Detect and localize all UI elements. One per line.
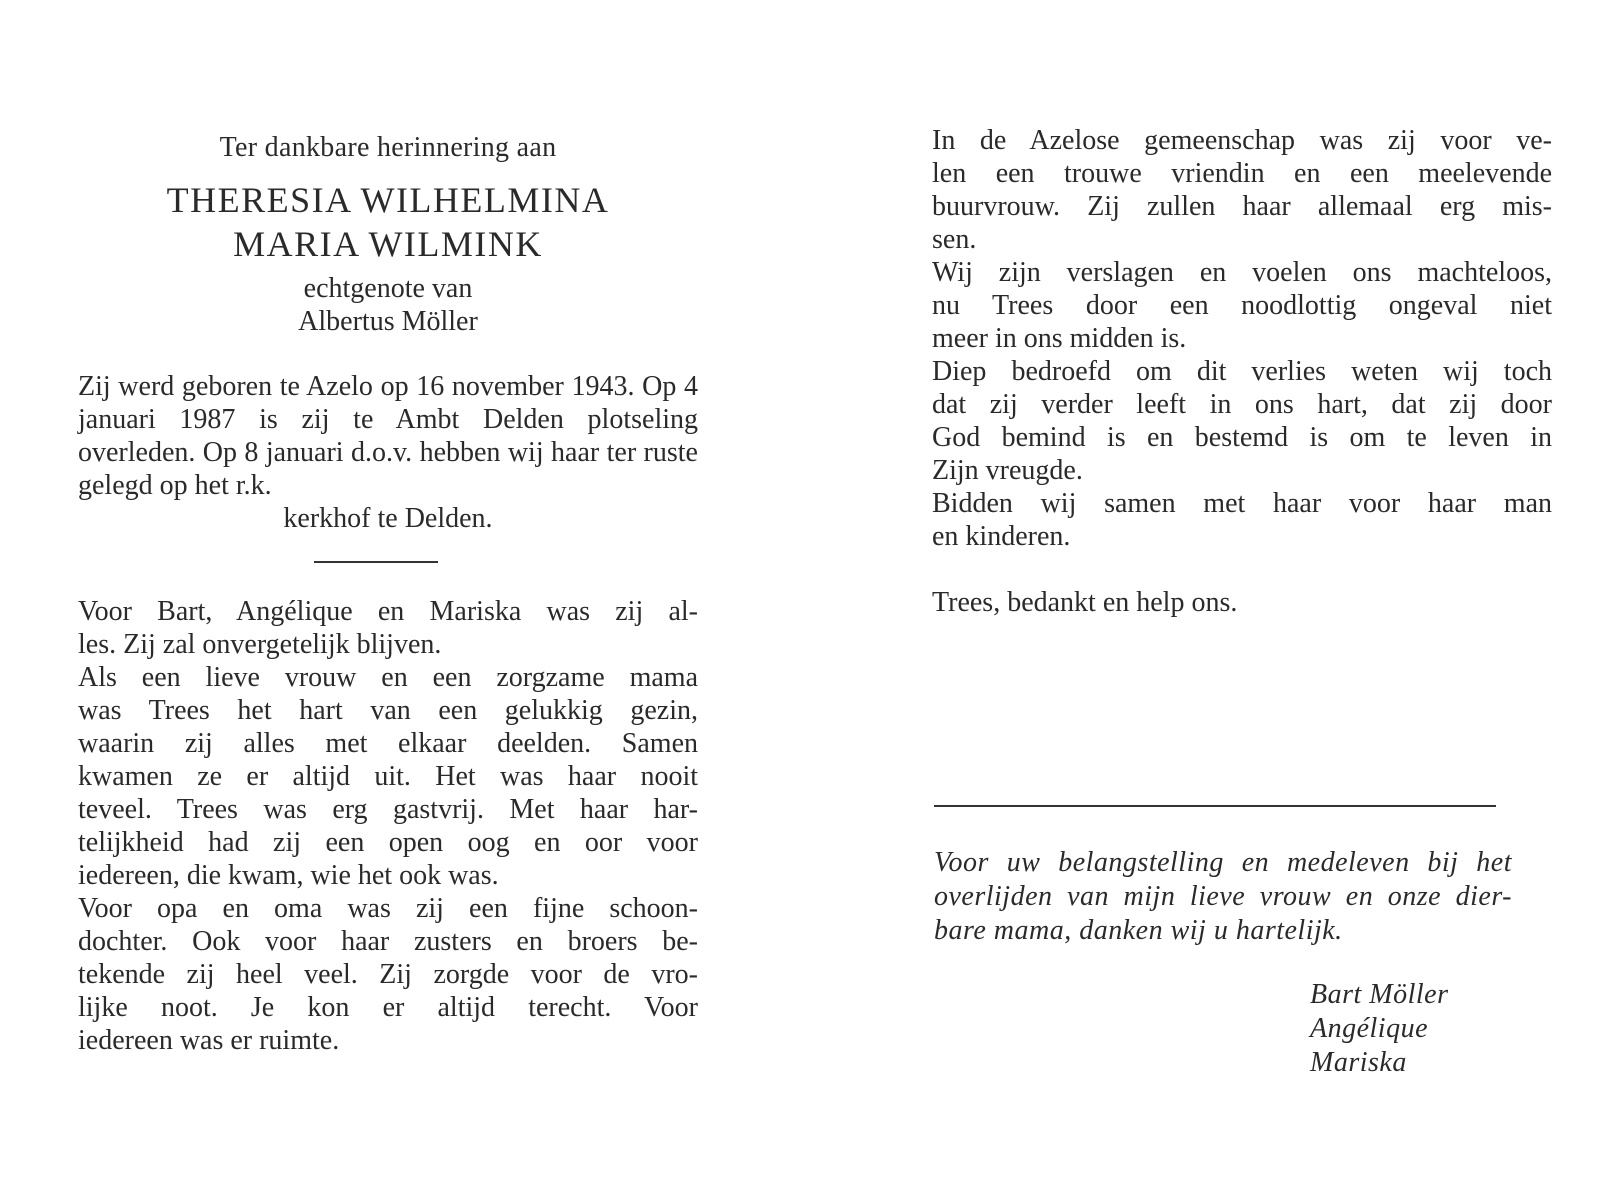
tribute-line: iedereen was er ruimte. xyxy=(78,1025,340,1056)
deceased-name xyxy=(78,178,698,266)
thanks-note xyxy=(934,846,1512,948)
right-line: dat zij verder leeft in ons hart, dat zij door xyxy=(932,389,1552,420)
tribute-line: dochter. Ook voor haar zusters en broers be- xyxy=(78,926,698,957)
tribute-line: was Trees het hart van een gelukkig gezin, xyxy=(78,695,698,726)
spouse-line-2: Albertus Möller xyxy=(298,306,478,337)
tribute-line: lijke noot. Je kon er altijd terecht. Voor xyxy=(78,992,698,1023)
thanks-line: Voor uw belangstelling en medeleven bij het xyxy=(934,847,1512,878)
tribute-line: Als een lieve vrouw en een zorgzame mama xyxy=(78,662,698,693)
name-line-1: THERESIA WILHELMINA xyxy=(166,180,610,220)
spouse-info xyxy=(78,272,698,338)
tribute-line: les. Zij zal onvergetelijk blijven. xyxy=(78,629,442,660)
biography-last-line: kerkhof te Delden. xyxy=(283,503,493,534)
tribute-line: teveel. Trees was erg gastvrij. Met haar har- xyxy=(78,794,698,825)
spouse-line-1: echtgenote van xyxy=(303,273,473,304)
right-line: In de Azelose gemeenschap was zij voor ve- xyxy=(932,125,1552,156)
right-line: Zijn vreugde. xyxy=(932,455,1083,486)
signer-name: Mariska xyxy=(1310,1047,1407,1078)
biography xyxy=(78,370,698,535)
right-line: Wij zijn verslagen en voelen ons machteloos, xyxy=(932,257,1552,288)
community-paragraph xyxy=(932,124,1552,619)
right-line: buurvrouw. Zij zullen haar allemaal erg mis- xyxy=(932,191,1552,222)
right-line: sen. xyxy=(932,224,977,255)
right-line: Bidden wij samen met haar voor haar man xyxy=(932,488,1552,519)
tribute-line: Voor opa en oma was zij een fijne schoon- xyxy=(78,893,698,924)
thanks-line: bare mama, danken wij u hartelijk. xyxy=(934,915,1343,946)
tribute-line: iedereen, die kwam, wie het ook was. xyxy=(78,860,499,891)
tribute-paragraph xyxy=(78,595,698,1057)
left-panel xyxy=(78,0,698,1057)
tribute-line: telijkheid had zij een open oog en oor voor xyxy=(78,827,698,858)
right-line: Diep bedroefd om dit verlies weten wij toch xyxy=(932,356,1552,387)
right-line: en kinderen. xyxy=(932,521,1071,552)
tribute-line: Voor Bart, Angélique en Mariska was zij al- xyxy=(78,596,698,627)
closing-line: Trees, bedankt en help ons. xyxy=(932,587,1238,618)
signer-name: Angélique xyxy=(1310,1013,1429,1044)
right-panel xyxy=(932,0,1552,619)
right-line: God bemind is en bestemd is om te leven in xyxy=(932,422,1552,453)
divider-long xyxy=(934,805,1496,807)
tribute-line: waarin zij alles met elkaar deelden. Samen xyxy=(78,728,698,759)
biography-text: Zij werd geboren te Azelo op 16 november 1943. Op 4 januari 1987 is zij te Ambt Delden plotseling overleden. Op 8 januari d.o.v. hebben wij haar ter ruste gelegd op het r.k. xyxy=(78,371,698,501)
thanks-line: overlijden van mijn lieve vrouw en onze dier- xyxy=(934,881,1512,912)
signer-name: Bart Möller xyxy=(1310,979,1449,1010)
tribute-line: tekende zij heel veel. Zij zorgde voor de vro- xyxy=(78,959,698,990)
right-line: nu Trees door een noodlottig ongeval niet xyxy=(932,290,1552,321)
right-line: len een trouwe vriendin en een meelevende xyxy=(932,158,1552,189)
signers xyxy=(1310,978,1449,1080)
divider-short xyxy=(314,561,438,563)
spacer xyxy=(932,553,1552,586)
name-line-2: MARIA WILMINK xyxy=(233,224,543,264)
tribute-line: kwamen ze er altijd uit. Het was haar nooit xyxy=(78,761,698,792)
intro-text: Ter dankbare herinnering aan xyxy=(219,132,557,163)
right-line: meer in ons midden is. xyxy=(932,323,1187,354)
